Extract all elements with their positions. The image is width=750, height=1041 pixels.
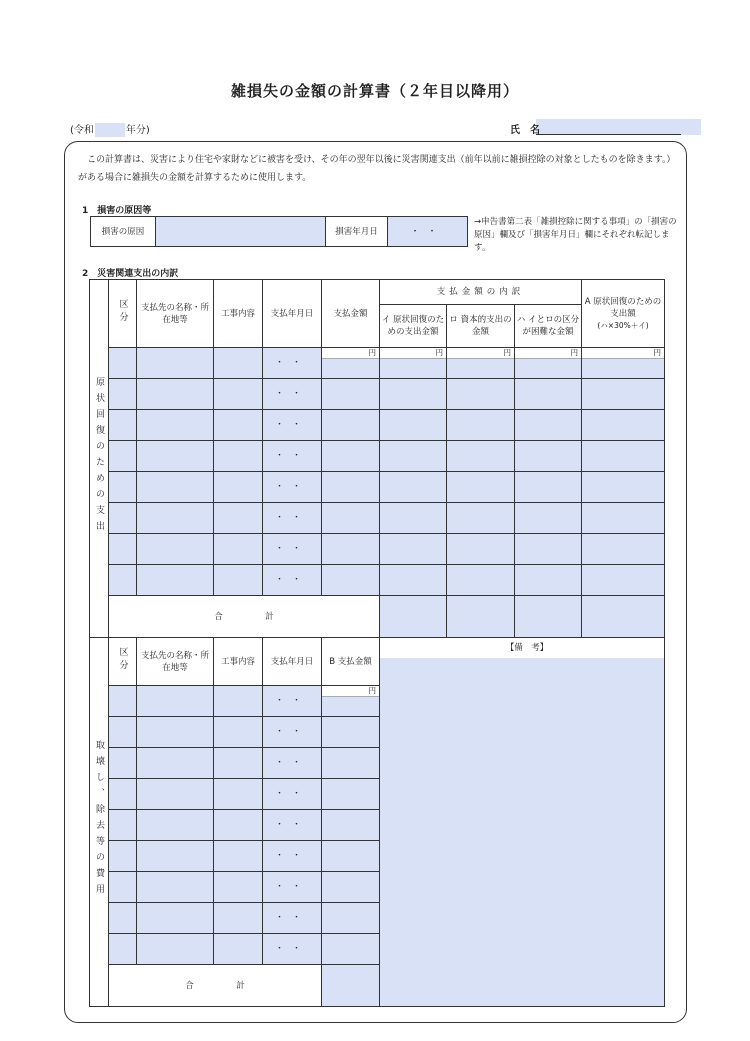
- table-row: ・・: [90, 903, 665, 934]
- date-header-2: 支払年月日: [263, 638, 322, 686]
- section2-heading: 2 災害関連支出の内訳: [82, 269, 179, 279]
- work-header: 工事内容: [214, 280, 263, 348]
- damage-date-input[interactable]: [388, 217, 468, 247]
- demolition-table: [89, 637, 665, 1007]
- table-row: ・・: [90, 841, 665, 872]
- yen-unit: 円: [322, 348, 379, 359]
- table-row: ・・: [90, 717, 665, 748]
- table-row: ・・: [90, 779, 665, 810]
- col-b-header: B 支払金額: [322, 638, 380, 686]
- yen-unit: 円: [322, 686, 379, 697]
- remarks-input[interactable]: [380, 638, 665, 1007]
- damage-date-label: 損害年月日: [326, 217, 388, 247]
- section1-note: →申告書第二表「雑損控除に関する事項」の「損害の原因」欄及び「損害年月日」欄にそれぞれ転記します。: [474, 217, 677, 253]
- payee-header: 支払先の名称・所在地等: [137, 280, 214, 348]
- table-row: ・・ 円: [90, 686, 665, 717]
- name-label: 氏名: [510, 125, 550, 136]
- table-row: ・・: [90, 410, 665, 441]
- name-underline: [536, 134, 681, 135]
- yen-unit: 円: [582, 348, 664, 359]
- group2-label: 取壊し、除去等の費用: [94, 740, 104, 900]
- table-row: ・・: [90, 472, 665, 503]
- date-header: 支払年月日: [263, 280, 322, 348]
- section1-heading: 1 損害の原因等: [82, 206, 152, 216]
- era-suffix: 年分): [125, 125, 150, 136]
- table-row: ・・: [90, 503, 665, 534]
- restoration-table: [89, 279, 665, 638]
- table-row: ・・: [90, 872, 665, 903]
- table-row: ・・: [90, 748, 665, 779]
- era-prefix: (令和: [70, 125, 94, 136]
- work-header-2: 工事内容: [214, 638, 263, 686]
- amount-header: 支払金額: [322, 280, 380, 348]
- remarks-label: 【備 考】: [380, 638, 664, 658]
- total-label-2: 合 計: [109, 965, 322, 1007]
- table-row: ・・ 円 円 円 円 円: [90, 348, 665, 379]
- table-row: ・・: [90, 534, 665, 565]
- yen-unit: 円: [515, 348, 581, 359]
- table-row: ・・: [90, 565, 665, 596]
- page-title: 雑損失の金額の計算書（２年目以降用）: [230, 82, 519, 100]
- kubun-header-2: 区分: [109, 638, 137, 686]
- yen-unit: 円: [380, 348, 446, 359]
- table-row: ・・: [90, 810, 665, 841]
- total-label: 合 計: [109, 596, 380, 638]
- col-i-header: イ 原状回復のための支出金額: [380, 305, 447, 348]
- intro-text: この計算書は、災害により住宅や家財などに被害を受け、その年の翌年以後に災害関連支出（前年以前に雑損控除の対象としたものを除きます。）がある場合に雑損失の金額を計算するために使用します。: [78, 155, 671, 183]
- col-ha-header: ハ イとロの区分が困難な金額: [515, 305, 582, 348]
- total-row: [90, 596, 665, 638]
- cause-label: 損害の原因: [91, 217, 156, 247]
- name-input[interactable]: [536, 119, 701, 135]
- damage-cause-table: [90, 216, 468, 247]
- col-ro-header: ロ 資本的支出の金額: [447, 305, 515, 348]
- yen-unit: 円: [447, 348, 514, 359]
- date-separator: ・・: [410, 226, 445, 237]
- cause-input[interactable]: [156, 217, 326, 247]
- tax-year-field: [70, 121, 150, 137]
- table-row: ・・: [90, 441, 665, 472]
- group1-label: 原状回復のための支出: [94, 376, 104, 537]
- kubun-header: 区分: [109, 280, 137, 348]
- payee-header-2: 支払先の名称・所在地等: [137, 638, 214, 686]
- table-row: ・・: [90, 934, 665, 965]
- tax-year-input[interactable]: [95, 123, 125, 137]
- table-row: ・・: [90, 379, 665, 410]
- breakdown-header: 支払金額の内訳: [380, 280, 582, 305]
- col-a-header: A 原状回復のための支出額 (ハ×30%＋イ): [582, 280, 665, 348]
